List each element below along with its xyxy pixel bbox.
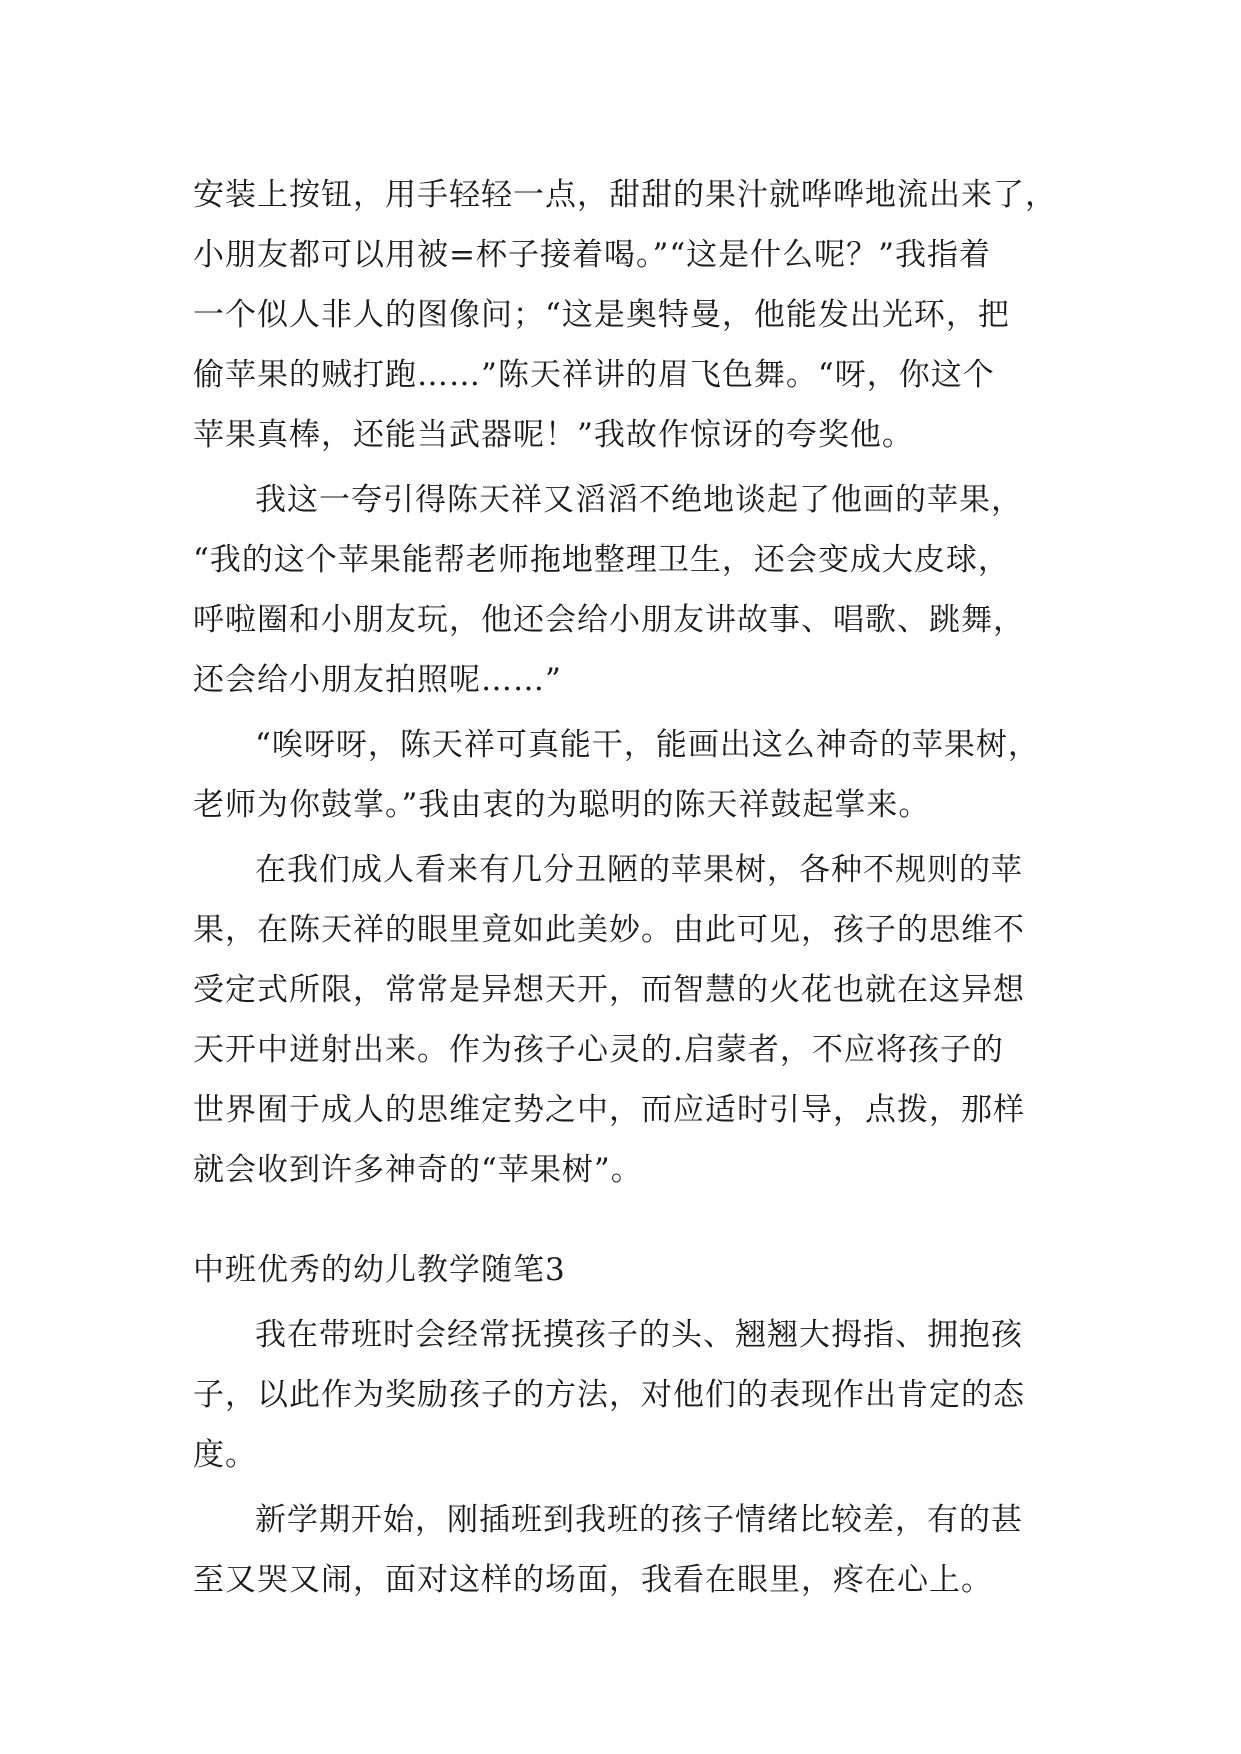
text-line: 还会给小朋友拍照呢……”	[193, 662, 562, 698]
text-line: 天开中迸射出来。作为孩子心灵的.启蒙者，不应将孩子的	[193, 1032, 1004, 1068]
paragraph-first-line: 在我们成人看来有几分丑陋的苹果树，各种不规则的苹	[255, 852, 1023, 888]
text-line: 小朋友都可以用被=杯子接着喝。”“这是什么呢？”我指着	[193, 237, 992, 273]
text-line: 就会收到许多神奇的“苹果树”。	[193, 1152, 643, 1188]
paragraph-first-line: “唉呀呀，陈天祥可真能干，能画出这么神奇的苹果树，	[255, 727, 1040, 763]
text-line: 呼啦圈和小朋友玩，他还会给小朋友讲故事、唱歌、跳舞，	[193, 602, 1025, 638]
text-line: 安装上按钮，用手轻轻一点，甜甜的果汁就哗哗地流出来了，	[193, 177, 1057, 213]
text-line: 度。	[193, 1437, 257, 1473]
text-line: “我的这个苹果能帮老师拖地整理卫生，还会变成大皮球，	[193, 542, 1010, 578]
text-line: 偷苹果的贼打跑……”陈天祥讲的眉飞色舞。“呀，你这个	[193, 357, 995, 393]
text-line: 果，在陈天祥的眼里竟如此美妙。由此可见，孩子的思维不	[193, 912, 1025, 948]
text-line: 一个似人非人的图像问；“这是奥特曼，他能发出光环，把	[193, 297, 1010, 333]
text-line: 受定式所限，常常是异想天开，而智慧的火花也就在这异想	[193, 972, 1025, 1008]
paragraph-first-line: 新学期开始，刚插班到我班的孩子情绪比较差，有的甚	[255, 1502, 1023, 1538]
text-line: 苹果真棒，还能当武器呢！”我故作惊讶的夸奖他。	[193, 417, 914, 453]
text-line: 子，以此作为奖励孩子的方法，对他们的表现作出肯定的态	[193, 1377, 1025, 1413]
text-line: 老师为你鼓掌。”我由衷的为聪明的陈天祥鼓起掌来。	[193, 787, 931, 823]
text-line: 世界囿于成人的思维定势之中，而应适时引导，点拨，那样	[193, 1092, 1025, 1128]
section-heading: 中班优秀的幼儿教学随笔3	[193, 1252, 566, 1288]
text-line: 至又哭又闹，面对这样的场面，我看在眼里，疼在心上。	[193, 1562, 993, 1598]
paragraph-first-line: 我在带班时会经常抚摸孩子的头、翘翘大拇指、拥抱孩	[255, 1317, 1023, 1353]
paragraph-first-line: 我这一夸引得陈天祥又滔滔不绝地谈起了他画的苹果，	[255, 482, 1023, 518]
